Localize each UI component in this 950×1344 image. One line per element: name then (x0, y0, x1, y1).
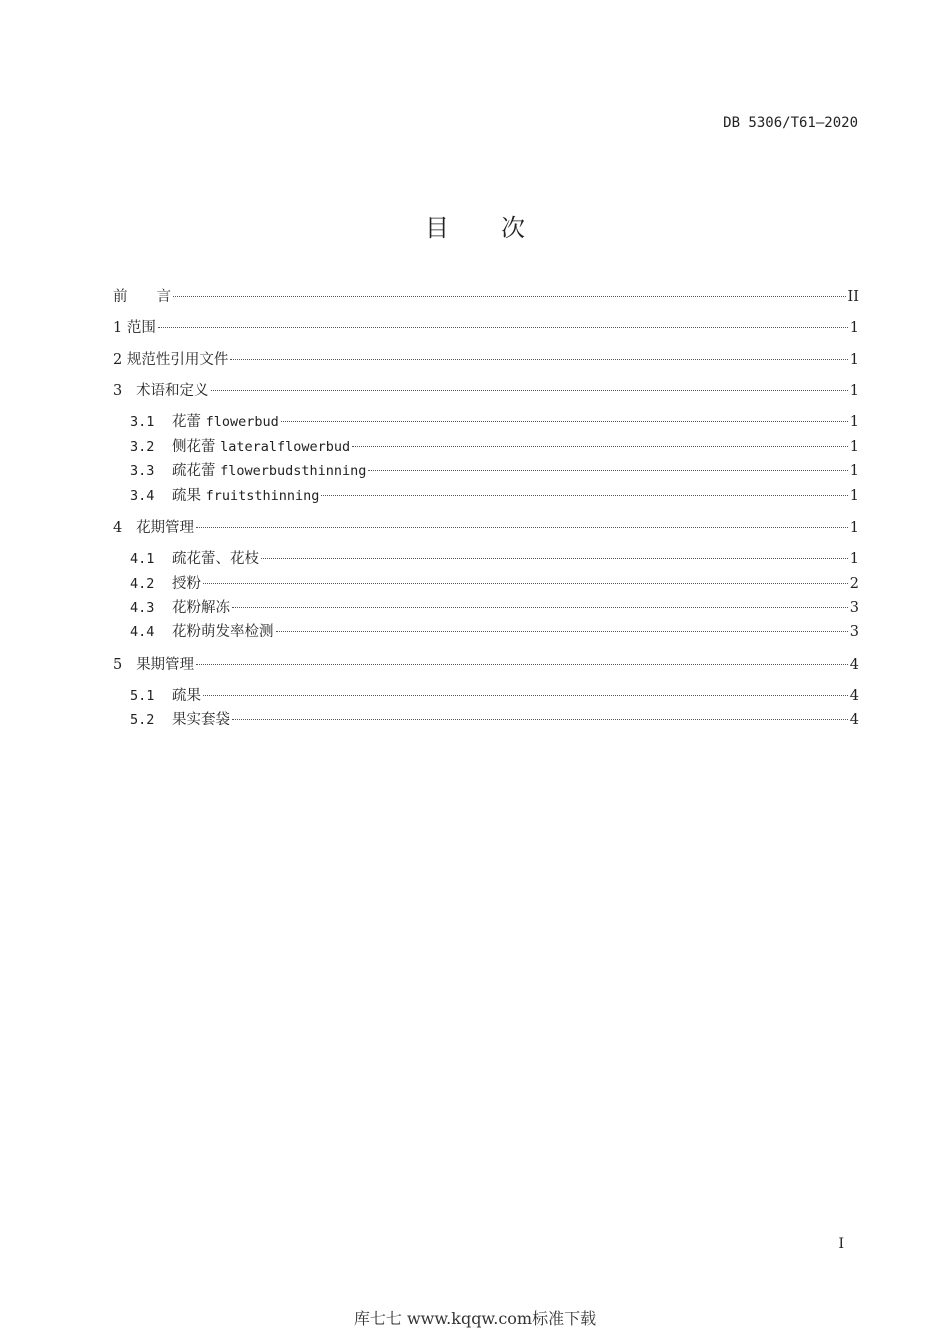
toc-title (172, 686, 201, 706)
toc-title (172, 622, 274, 642)
title-char: 目 (425, 214, 449, 242)
dot-leader (173, 296, 846, 297)
toc-page: 1 (849, 463, 859, 479)
toc-entry[interactable] (130, 412, 859, 432)
toc-title-cn: 前 言 (113, 289, 171, 305)
toc-number: 1 (113, 320, 127, 336)
toc-number: 3.1 (130, 414, 155, 430)
dot-leader (158, 327, 848, 328)
toc-title-cn: 花蕾 (172, 414, 206, 430)
toc-title (172, 486, 319, 506)
toc-title-cn: 花粉解冻 (172, 600, 230, 616)
dot-leader (196, 527, 848, 528)
toc-title (136, 518, 194, 538)
toc-title (127, 350, 229, 370)
toc-entry[interactable] (130, 710, 859, 730)
toc-title (172, 598, 230, 618)
dot-leader (281, 421, 848, 422)
title-char: 次 (501, 214, 525, 242)
toc-number: 4 (113, 520, 137, 536)
toc-entry[interactable] (130, 549, 859, 569)
toc-page: 1 (849, 414, 859, 430)
toc-entry[interactable] (113, 518, 859, 538)
toc-page: 1 (849, 383, 859, 399)
dot-leader (368, 470, 847, 471)
toc-number: 3.4 (130, 488, 155, 504)
dot-leader (203, 583, 848, 584)
toc-number: 2 (113, 352, 127, 368)
toc-entry[interactable] (130, 686, 859, 706)
toc-number: 4.2 (130, 576, 155, 592)
toc-entry[interactable] (130, 622, 859, 642)
toc-entry[interactable] (130, 598, 859, 618)
dot-leader (352, 446, 848, 447)
toc-title-cn: 侧花蕾 (172, 439, 221, 455)
dot-leader (230, 359, 847, 360)
toc-title (172, 461, 366, 481)
toc-number: 3.3 (130, 463, 155, 479)
toc-page: 1 (849, 439, 859, 455)
toc-number: 4.4 (130, 624, 155, 640)
toc-page: 2 (849, 576, 859, 592)
toc-title-cn: 花粉萌发率检测 (172, 624, 274, 640)
dot-leader (232, 607, 848, 608)
toc-page: 1 (849, 520, 859, 536)
page-title (0, 208, 950, 243)
toc-number: 5.2 (130, 712, 155, 728)
watermark: 库七七 www.kqqw.com标准下载 (353, 1309, 597, 1328)
toc-page: 1 (849, 320, 859, 336)
toc-number: 3.2 (130, 439, 155, 455)
toc-page: II (847, 289, 859, 305)
dot-leader (232, 719, 848, 720)
toc-title-cn: 果实套袋 (172, 712, 230, 728)
toc-title-cn: 疏果 (172, 688, 201, 704)
dot-leader (321, 495, 847, 496)
toc-entry[interactable] (130, 574, 859, 594)
toc-entry[interactable] (113, 655, 859, 675)
dot-leader (211, 390, 848, 391)
toc-title-cn: 疏花蕾、花枝 (172, 551, 259, 567)
toc-entry[interactable] (130, 437, 859, 457)
toc-title-en: fruitsthinning (205, 488, 320, 504)
toc-title-cn: 果期管理 (136, 657, 195, 673)
toc-title (127, 318, 156, 338)
toc-title-cn: 术语和定义 (136, 383, 209, 399)
toc-number: 3 (113, 383, 137, 399)
toc-title-cn: 范围 (126, 320, 156, 336)
toc-number: 4.1 (130, 551, 155, 567)
toc-title (172, 710, 230, 730)
toc-title (136, 381, 209, 401)
toc-title-cn: 花期管理 (136, 520, 195, 536)
toc-title (113, 287, 171, 307)
toc-number: 5 (113, 657, 137, 673)
toc-title (172, 574, 201, 594)
toc-title (136, 655, 194, 675)
toc-entry[interactable] (130, 461, 859, 481)
toc-page: 1 (849, 551, 859, 567)
toc-page: 4 (849, 688, 859, 704)
dot-leader (196, 664, 848, 665)
dot-leader (261, 558, 848, 559)
toc-page: 3 (849, 624, 859, 640)
toc-title-cn: 疏花蕾 (172, 463, 221, 479)
toc-entry[interactable] (113, 350, 859, 370)
toc-page: 4 (849, 657, 859, 673)
toc-page: 3 (849, 600, 859, 616)
toc-title-en: flowerbudsthinning (220, 463, 367, 479)
page-number: I (838, 1236, 844, 1252)
toc-title-cn: 疏果 (172, 488, 206, 504)
toc-page: 1 (849, 488, 859, 504)
dot-leader (276, 631, 848, 632)
toc-title-cn: 授粉 (172, 576, 201, 592)
toc-number: 5.1 (130, 688, 155, 704)
toc-page: 1 (849, 352, 859, 368)
toc-entry[interactable] (113, 318, 859, 338)
toc-title-cn: 规范性引用文件 (126, 352, 229, 368)
toc-title-en: flowerbud (205, 414, 279, 430)
toc-title-en: lateralflowerbud (220, 439, 351, 455)
toc-number: 4.3 (130, 600, 155, 616)
toc-entry[interactable] (113, 381, 859, 401)
dot-leader (203, 695, 848, 696)
toc-entry[interactable] (130, 486, 859, 506)
toc-title (172, 412, 279, 432)
toc-entry[interactable] (113, 287, 859, 307)
toc-title (172, 437, 350, 457)
document-code: DB 5306/T61—2020 (723, 115, 858, 131)
toc-page: 4 (849, 712, 859, 728)
toc-title (172, 549, 259, 569)
